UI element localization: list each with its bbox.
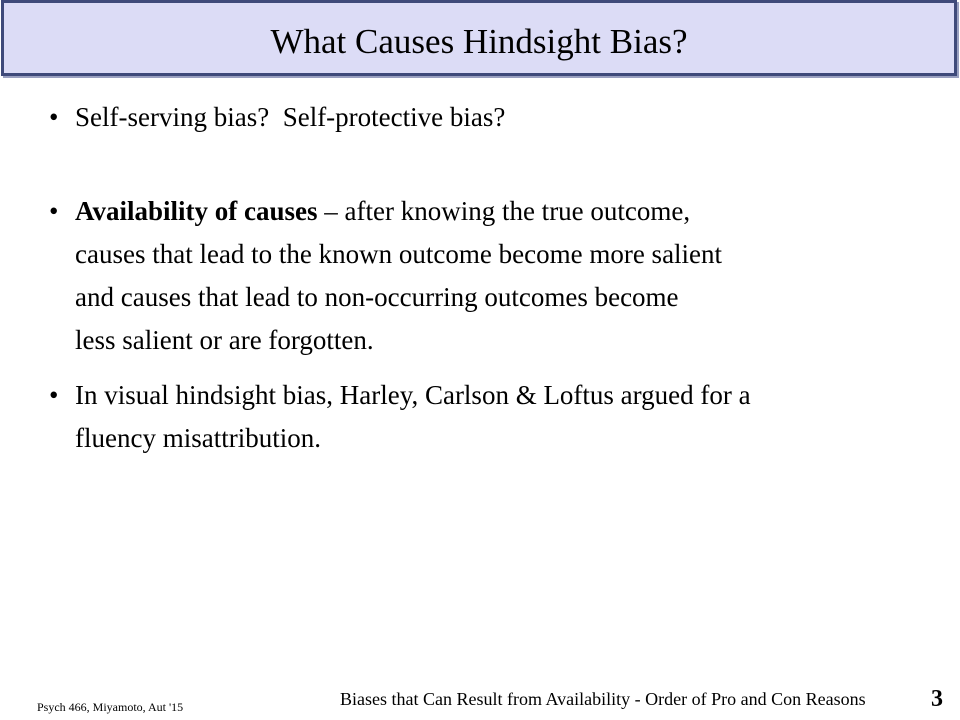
bullet-bold-lead: Availability of causes [75, 196, 318, 226]
bullet-line: and causes that lead to non-occurring outcomes become [75, 282, 679, 312]
footer-subtitle: Biases that Can Result from Availability - Order of Pro and Con Reasons [340, 689, 866, 709]
bullet-line-first [75, 190, 690, 233]
title-box [1, 0, 957, 76]
slide-title: What Causes Hindsight Bias? [270, 22, 688, 61]
bullet-line: Self-serving bias? Self-protective bias? [75, 102, 506, 132]
bullet-line: causes that lead to the known outcome become more salient [75, 239, 723, 269]
bullet-line: fluency misattribution. [75, 423, 321, 453]
bullet-line: In visual hindsight bias, Harley, Carlson & Loftus argued for a [75, 380, 751, 410]
bullet-icon: • [49, 380, 59, 410]
bullet-icon: • [49, 196, 59, 226]
page-number: 3 [931, 686, 943, 712]
bullet-line: less salient or are forgotten. [75, 325, 374, 355]
footer-course-label: Psych 466, Miyamoto, Aut '15 [37, 700, 184, 714]
bullet-icon: • [49, 102, 59, 132]
bullet-line-rest: – after knowing the true outcome, [317, 196, 691, 226]
